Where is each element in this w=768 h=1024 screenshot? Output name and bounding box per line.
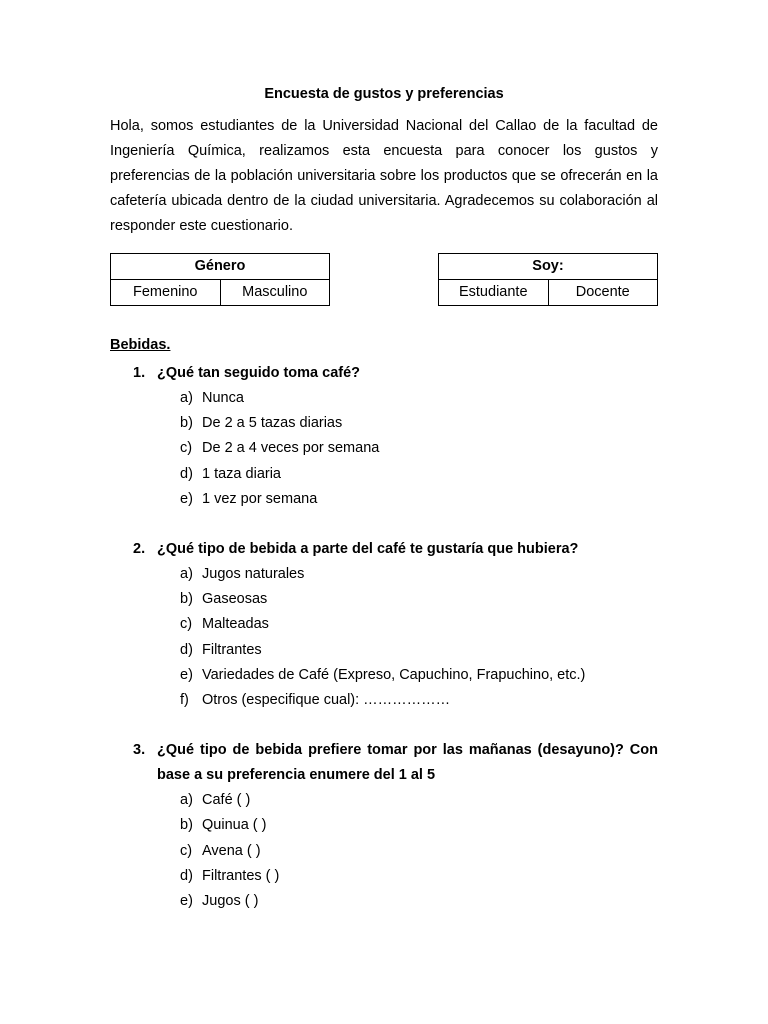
role-table-header: Soy: (439, 254, 658, 280)
gender-option-femenino[interactable]: Femenino (111, 280, 221, 306)
option-label: Avena ( ) (202, 842, 261, 859)
option-letter: b) (180, 591, 193, 608)
option-item[interactable] (180, 813, 658, 838)
option-letter: d) (180, 465, 193, 482)
option-letter: a) (180, 792, 193, 809)
role-option-estudiante[interactable]: Estudiante (439, 280, 549, 306)
survey-page (110, 84, 658, 914)
option-item[interactable] (180, 462, 658, 487)
option-item[interactable] (180, 663, 658, 688)
option-letter: d) (180, 641, 193, 658)
option-letter: e) (180, 893, 193, 910)
option-item[interactable] (180, 487, 658, 512)
option-item[interactable] (180, 562, 658, 587)
gender-table-header: Género (111, 254, 330, 280)
option-item[interactable] (180, 411, 658, 436)
question-number: 3. (133, 742, 146, 759)
option-letter: c) (180, 616, 193, 633)
option-label: Jugos ( ) (202, 893, 259, 910)
option-item[interactable] (180, 889, 658, 914)
option-letter: f) (180, 692, 189, 709)
option-label: De 2 a 5 tazas diarias (202, 415, 343, 432)
option-label: Filtrantes (202, 641, 262, 658)
gender-table (110, 253, 330, 306)
option-label: Otros (especifique cual): ……………… (202, 692, 451, 709)
question-number: 2. (133, 541, 146, 558)
option-letter: c) (180, 440, 193, 457)
option-label: De 2 a 4 veces por semana (202, 440, 380, 457)
option-label: Gaseosas (202, 591, 268, 608)
option-letter: e) (180, 666, 193, 683)
intro-paragraph: Hola, somos estudiantes de la Universidad Nacional del Callao de la facultad de Ingeniería Química, realizamos esta encuesta para conocer los gustos y preferencias de la población universitaria sobre los productos que se ofrecerán en la cafetería ubicada dentro de la ciudad universitaria. Agradecemos su colaboración al responder este cuestionario. (110, 118, 658, 234)
option-label: Variedades de Café (Expreso, Capuchino, Frapuchino, etc.) (202, 666, 586, 683)
role-option-docente[interactable]: Docente (548, 280, 658, 306)
option-item[interactable] (180, 688, 658, 713)
option-label: 1 taza diaria (202, 465, 281, 482)
option-letter: e) (180, 490, 193, 507)
option-label: Malteadas (202, 616, 269, 633)
question-text: ¿Qué tipo de bebida a parte del café te gustaría que hubiera? (157, 541, 579, 558)
option-label: Nunca (202, 390, 244, 406)
question-2 (110, 537, 658, 713)
option-letter: d) (180, 867, 193, 884)
question-number: 1. (133, 365, 146, 381)
option-letter: b) (180, 415, 193, 432)
option-label: Quinua ( ) (202, 817, 267, 834)
document-title: Encuesta de gustos y preferencias (264, 86, 504, 102)
option-item[interactable] (180, 864, 658, 889)
option-item[interactable] (180, 386, 658, 411)
question-3 (110, 738, 658, 914)
question-options (180, 562, 658, 713)
question-text: ¿Qué tan seguido toma café? (157, 365, 361, 381)
question-1 (110, 361, 658, 512)
option-label: Café ( ) (202, 792, 251, 809)
role-table (438, 253, 658, 306)
option-item[interactable] (180, 839, 658, 864)
option-item[interactable] (180, 638, 658, 663)
question-text: ¿Qué tipo de bebida prefiere tomar por las mañanas (desayuno)? Con base a su preferencia enumere del 1 al 5 (157, 742, 658, 784)
question-options (180, 788, 658, 914)
option-item[interactable] (180, 612, 658, 637)
option-item[interactable] (180, 587, 658, 612)
option-letter: a) (180, 566, 193, 583)
question-options (180, 386, 658, 512)
option-label: Filtrantes ( ) (202, 867, 280, 884)
gender-option-masculino[interactable]: Masculino (220, 280, 330, 306)
option-label: 1 vez por semana (202, 490, 318, 507)
section-title: Bebidas. (110, 337, 171, 353)
option-letter: b) (180, 817, 193, 834)
respondent-info (110, 253, 658, 307)
option-letter: c) (180, 842, 193, 859)
option-item[interactable] (180, 788, 658, 813)
option-letter: a) (180, 390, 193, 406)
option-label: Jugos naturales (202, 566, 305, 583)
option-item[interactable] (180, 436, 658, 461)
